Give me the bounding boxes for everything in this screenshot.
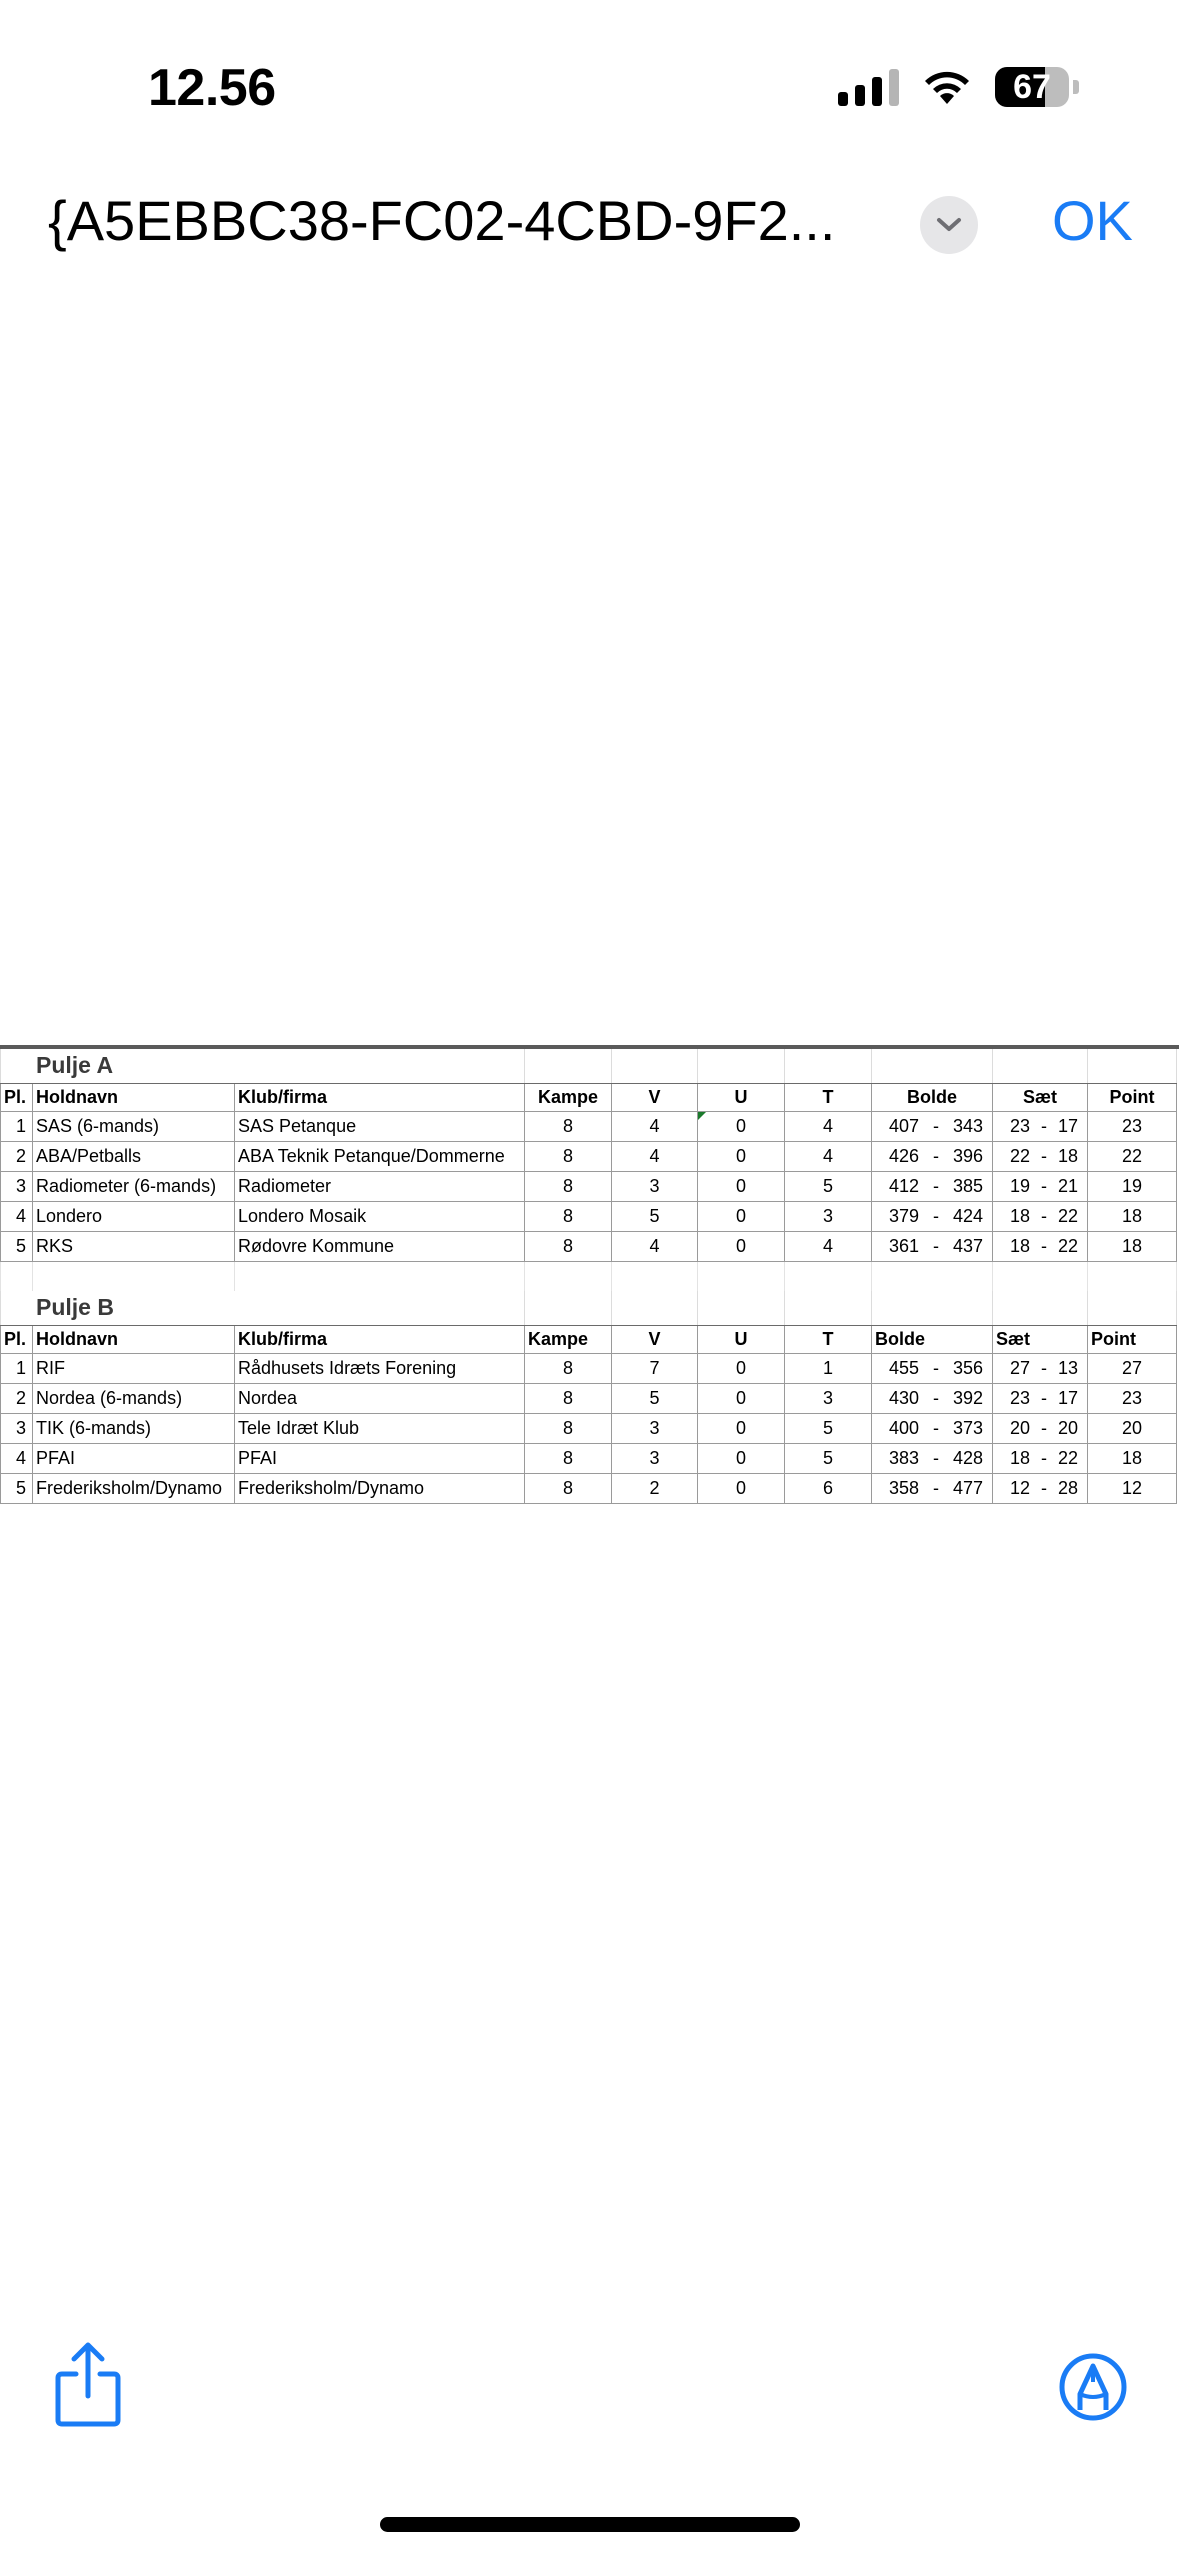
rank-cell[interactable]: 2 — [1, 1383, 33, 1413]
empty-cell[interactable] — [1088, 1049, 1177, 1083]
points-cell[interactable]: 23 — [1088, 1111, 1177, 1141]
score-separator: - — [933, 1477, 939, 1498]
balls-cell[interactable] — [872, 1383, 993, 1413]
empty-cell[interactable] — [1, 1261, 33, 1291]
empty-cell[interactable] — [1088, 1291, 1177, 1325]
wins-cell[interactable]: 3 — [612, 1413, 698, 1443]
score-against: 385 — [952, 1175, 983, 1196]
header-v[interactable]: V — [612, 1325, 698, 1353]
team-name-cell[interactable]: SAS (6-mands) — [33, 1111, 235, 1141]
points-cell[interactable]: 20 — [1088, 1413, 1177, 1443]
status-icons — [838, 64, 1079, 110]
header-u[interactable]: U — [698, 1083, 785, 1111]
wifi-icon — [921, 68, 973, 106]
score-against: 373 — [952, 1417, 983, 1438]
score-for: 358 — [889, 1477, 920, 1498]
balls-score — [875, 1358, 989, 1379]
standings-table — [0, 1049, 1177, 1504]
club-cell[interactable]: Nordea — [235, 1383, 525, 1413]
score-against: 20 — [1057, 1417, 1078, 1438]
battery-level: 67 — [1013, 67, 1051, 106]
score-for: 379 — [889, 1205, 920, 1226]
score-separator: - — [933, 1357, 939, 1378]
balls-score — [875, 1388, 989, 1409]
losses-cell[interactable]: 4 — [785, 1141, 872, 1171]
rank-cell[interactable]: 3 — [1, 1413, 33, 1443]
draws-cell[interactable]: 0 — [698, 1383, 785, 1413]
table-row — [1, 1171, 1177, 1201]
score-separator: - — [933, 1387, 939, 1408]
header-holdnavn[interactable]: Holdnavn — [33, 1083, 235, 1111]
table-row — [1, 1201, 1177, 1231]
table-row — [1, 1413, 1177, 1443]
score-for: 23 — [1010, 1115, 1031, 1136]
sets-score — [996, 1116, 1084, 1137]
score-against: 28 — [1057, 1477, 1078, 1498]
points-cell[interactable]: 19 — [1088, 1171, 1177, 1201]
balls-cell[interactable] — [872, 1231, 993, 1261]
matches-cell[interactable]: 8 — [525, 1111, 612, 1141]
club-cell[interactable]: Frederiksholm/Dynamo — [235, 1473, 525, 1503]
score-against: 392 — [952, 1387, 983, 1408]
score-against: 17 — [1057, 1387, 1078, 1408]
markup-button[interactable] — [1058, 2352, 1128, 2422]
score-for: 361 — [889, 1235, 920, 1256]
balls-score — [875, 1146, 989, 1167]
empty-cell[interactable] — [698, 1291, 785, 1325]
club-cell[interactable]: ABA Teknik Petanque/Dommerne — [235, 1141, 525, 1171]
sets-cell[interactable] — [993, 1353, 1088, 1383]
score-against: 13 — [1057, 1357, 1078, 1378]
pool-title[interactable]: Pulje A — [1, 1049, 525, 1083]
score-against: 22 — [1057, 1447, 1078, 1468]
wins-cell[interactable]: 5 — [612, 1383, 698, 1413]
club-cell[interactable]: PFAI — [235, 1443, 525, 1473]
score-separator: - — [1041, 1115, 1047, 1136]
wins-cell[interactable]: 3 — [612, 1443, 698, 1473]
header-point[interactable]: Point — [1088, 1325, 1177, 1353]
rank-cell[interactable]: 2 — [1, 1141, 33, 1171]
sets-score — [996, 1448, 1084, 1469]
score-separator: - — [933, 1175, 939, 1196]
header-pl[interactable]: Pl. — [1, 1325, 33, 1353]
empty-cell[interactable] — [872, 1261, 993, 1291]
score-against: 22 — [1057, 1235, 1078, 1256]
markup-pen-icon — [1058, 2352, 1128, 2422]
score-against: 343 — [952, 1115, 983, 1136]
losses-cell[interactable]: 6 — [785, 1473, 872, 1503]
battery-cap — [1073, 80, 1079, 94]
header-saet[interactable]: Sæt — [993, 1083, 1088, 1111]
sets-score — [996, 1176, 1084, 1197]
score-separator: - — [1041, 1417, 1047, 1438]
points-cell[interactable]: 12 — [1088, 1473, 1177, 1503]
score-separator: - — [1041, 1145, 1047, 1166]
score-separator: - — [1041, 1235, 1047, 1256]
signal-icon — [838, 68, 899, 106]
draws-cell[interactable]: 0 — [698, 1443, 785, 1473]
balls-score — [875, 1478, 989, 1499]
balls-cell[interactable] — [872, 1413, 993, 1443]
header-t[interactable]: T — [785, 1083, 872, 1111]
losses-cell[interactable]: 4 — [785, 1111, 872, 1141]
team-name-cell[interactable]: Frederiksholm/Dynamo — [33, 1473, 235, 1503]
draws-cell[interactable]: 0 — [698, 1413, 785, 1443]
wins-cell[interactable]: 3 — [612, 1171, 698, 1201]
matches-cell[interactable]: 8 — [525, 1141, 612, 1171]
points-cell[interactable]: 18 — [1088, 1443, 1177, 1473]
team-name-cell[interactable]: RIF — [33, 1353, 235, 1383]
draws-cell[interactable]: 0 — [698, 1201, 785, 1231]
points-cell[interactable]: 22 — [1088, 1141, 1177, 1171]
sets-cell[interactable] — [993, 1473, 1088, 1503]
score-against: 424 — [952, 1205, 983, 1226]
sets-score — [996, 1146, 1084, 1167]
score-separator: - — [1041, 1447, 1047, 1468]
header-bolde[interactable]: Bolde — [872, 1325, 993, 1353]
document-title: {A5EBBC38-FC02-4CBD-9F2... — [48, 189, 836, 252]
balls-cell[interactable] — [872, 1141, 993, 1171]
matches-cell[interactable]: 8 — [525, 1443, 612, 1473]
rank-cell[interactable]: 4 — [1, 1443, 33, 1473]
score-for: 12 — [1010, 1477, 1031, 1498]
table-row — [1, 1141, 1177, 1171]
empty-cell[interactable] — [872, 1291, 993, 1325]
wins-cell[interactable]: 2 — [612, 1473, 698, 1503]
draws-cell[interactable]: 0 — [698, 1353, 785, 1383]
balls-cell[interactable] — [872, 1201, 993, 1231]
sets-cell[interactable] — [993, 1141, 1088, 1171]
balls-cell[interactable] — [872, 1443, 993, 1473]
header-kampe[interactable]: Kampe — [525, 1083, 612, 1111]
balls-cell[interactable] — [872, 1353, 993, 1383]
header-row — [1, 1325, 1177, 1353]
wins-cell[interactable]: 4 — [612, 1141, 698, 1171]
matches-cell[interactable]: 8 — [525, 1473, 612, 1503]
balls-score — [875, 1418, 989, 1439]
sets-score — [996, 1358, 1084, 1379]
score-separator: - — [933, 1235, 939, 1256]
score-separator: - — [933, 1115, 939, 1136]
header-bolde[interactable]: Bolde — [872, 1083, 993, 1111]
table-row — [1, 1473, 1177, 1503]
score-for: 22 — [1010, 1145, 1031, 1166]
matches-cell[interactable]: 8 — [525, 1383, 612, 1413]
empty-cell[interactable] — [785, 1291, 872, 1325]
header-holdnavn[interactable]: Holdnavn — [33, 1325, 235, 1353]
losses-cell[interactable]: 3 — [785, 1201, 872, 1231]
score-separator: - — [1041, 1357, 1047, 1378]
table-row — [1, 1231, 1177, 1261]
wins-cell[interactable]: 5 — [612, 1201, 698, 1231]
losses-cell[interactable]: 1 — [785, 1353, 872, 1383]
table-row — [1, 1353, 1177, 1383]
team-name-cell[interactable]: Radiometer (6-mands) — [33, 1171, 235, 1201]
spacer-row — [1, 1261, 1177, 1291]
rank-cell[interactable]: 3 — [1, 1171, 33, 1201]
team-name-cell[interactable]: PFAI — [33, 1443, 235, 1473]
club-cell[interactable]: Tele Idræt Klub — [235, 1413, 525, 1443]
sets-cell[interactable] — [993, 1443, 1088, 1473]
points-cell[interactable]: 27 — [1088, 1353, 1177, 1383]
rank-cell[interactable]: 1 — [1, 1111, 33, 1141]
empty-cell[interactable] — [698, 1261, 785, 1291]
team-name-cell[interactable]: Londero — [33, 1201, 235, 1231]
balls-cell[interactable] — [872, 1171, 993, 1201]
score-for: 23 — [1010, 1387, 1031, 1408]
battery-icon — [995, 67, 1069, 107]
score-against: 437 — [952, 1235, 983, 1256]
table-row — [1, 1383, 1177, 1413]
rank-cell[interactable]: 1 — [1, 1353, 33, 1383]
balls-score — [875, 1236, 989, 1257]
balls-score — [875, 1206, 989, 1227]
header-klub[interactable]: Klub/firma — [235, 1083, 525, 1111]
share-icon — [52, 2340, 124, 2430]
header-pl[interactable]: Pl. — [1, 1083, 33, 1111]
header-klub[interactable]: Klub/firma — [235, 1325, 525, 1353]
score-for: 407 — [889, 1115, 920, 1136]
wins-cell[interactable]: 4 — [612, 1111, 698, 1141]
header-point[interactable]: Point — [1088, 1083, 1177, 1111]
score-separator: - — [1041, 1477, 1047, 1498]
empty-cell[interactable] — [612, 1049, 698, 1083]
empty-cell[interactable] — [785, 1049, 872, 1083]
empty-cell[interactable] — [872, 1049, 993, 1083]
title-menu-button[interactable] — [920, 196, 978, 254]
team-name-cell[interactable]: TIK (6-mands) — [33, 1413, 235, 1443]
score-against: 356 — [952, 1357, 983, 1378]
score-separator: - — [933, 1205, 939, 1226]
score-for: 18 — [1010, 1205, 1031, 1226]
sets-cell[interactable] — [993, 1171, 1088, 1201]
matches-cell[interactable]: 8 — [525, 1231, 612, 1261]
rank-cell[interactable]: 5 — [1, 1473, 33, 1503]
score-for: 412 — [889, 1175, 920, 1196]
header-t[interactable]: T — [785, 1325, 872, 1353]
score-separator: - — [1041, 1175, 1047, 1196]
score-for: 18 — [1010, 1447, 1031, 1468]
pool-title-row — [1, 1049, 1177, 1083]
header-v[interactable]: V — [612, 1083, 698, 1111]
empty-cell[interactable] — [525, 1261, 612, 1291]
empty-cell[interactable] — [33, 1261, 235, 1291]
losses-cell[interactable]: 3 — [785, 1383, 872, 1413]
rank-cell[interactable]: 4 — [1, 1201, 33, 1231]
draws-cell[interactable]: 0 — [698, 1473, 785, 1503]
empty-cell[interactable] — [993, 1261, 1088, 1291]
points-cell[interactable]: 23 — [1088, 1383, 1177, 1413]
sets-score — [996, 1478, 1084, 1499]
score-against: 477 — [952, 1477, 983, 1498]
home-indicator — [380, 2517, 800, 2532]
club-cell[interactable]: Londero Mosaik — [235, 1201, 525, 1231]
sets-cell[interactable] — [993, 1111, 1088, 1141]
wins-cell[interactable]: 4 — [612, 1231, 698, 1261]
score-separator: - — [1041, 1387, 1047, 1408]
score-separator: - — [933, 1447, 939, 1468]
empty-cell[interactable] — [993, 1291, 1088, 1325]
team-name-cell[interactable]: Nordea (6-mands) — [33, 1383, 235, 1413]
empty-cell[interactable] — [698, 1049, 785, 1083]
balls-cell[interactable] — [872, 1473, 993, 1503]
empty-cell[interactable] — [612, 1261, 698, 1291]
empty-cell[interactable] — [993, 1049, 1088, 1083]
score-for: 383 — [889, 1447, 920, 1468]
score-for: 18 — [1010, 1235, 1031, 1256]
points-cell[interactable]: 18 — [1088, 1231, 1177, 1261]
club-cell[interactable]: SAS Petanque — [235, 1111, 525, 1141]
header-u[interactable]: U — [698, 1325, 785, 1353]
header-row — [1, 1083, 1177, 1111]
score-for: 455 — [889, 1357, 920, 1378]
pool-title[interactable]: Pulje B — [1, 1291, 525, 1325]
score-separator: - — [1041, 1205, 1047, 1226]
spreadsheet — [0, 1045, 1179, 1504]
sets-score — [996, 1388, 1084, 1409]
balls-score — [875, 1448, 989, 1469]
draws-cell[interactable]: 0 — [698, 1171, 785, 1201]
pool-title-row — [1, 1291, 1177, 1325]
empty-cell[interactable] — [1088, 1261, 1177, 1291]
sets-score — [996, 1206, 1084, 1227]
score-for: 430 — [889, 1387, 920, 1408]
sets-score — [996, 1236, 1084, 1257]
score-for: 27 — [1010, 1357, 1031, 1378]
club-cell[interactable]: Rådhusets Idræts Forening — [235, 1353, 525, 1383]
ok-button[interactable]: OK — [1052, 189, 1133, 252]
score-for: 426 — [889, 1145, 920, 1166]
chevron-down-icon — [935, 216, 963, 234]
matches-cell[interactable]: 8 — [525, 1171, 612, 1201]
score-against: 22 — [1057, 1205, 1078, 1226]
points-cell[interactable]: 18 — [1088, 1201, 1177, 1231]
score-for: 19 — [1010, 1175, 1031, 1196]
score-separator: - — [933, 1145, 939, 1166]
status-time: 12.56 — [148, 59, 276, 117]
losses-cell[interactable]: 5 — [785, 1171, 872, 1201]
score-separator: - — [933, 1417, 939, 1438]
balls-score — [875, 1116, 989, 1137]
draws-cell[interactable]: 0 — [698, 1111, 785, 1141]
share-button[interactable] — [52, 2340, 124, 2430]
team-name-cell[interactable]: ABA/Petballs — [33, 1141, 235, 1171]
club-cell[interactable]: Radiometer — [235, 1171, 525, 1201]
sets-cell[interactable] — [993, 1383, 1088, 1413]
empty-cell[interactable] — [785, 1261, 872, 1291]
wins-cell[interactable]: 7 — [612, 1353, 698, 1383]
draws-cell[interactable]: 0 — [698, 1231, 785, 1261]
losses-cell[interactable]: 5 — [785, 1413, 872, 1443]
losses-cell[interactable]: 4 — [785, 1231, 872, 1261]
losses-cell[interactable]: 5 — [785, 1443, 872, 1473]
score-against: 396 — [952, 1145, 983, 1166]
sets-cell[interactable] — [993, 1413, 1088, 1443]
matches-cell[interactable]: 8 — [525, 1353, 612, 1383]
matches-cell[interactable]: 8 — [525, 1413, 612, 1443]
score-for: 400 — [889, 1417, 920, 1438]
table-row — [1, 1111, 1177, 1141]
header-kampe[interactable]: Kampe — [525, 1325, 612, 1353]
draws-cell[interactable]: 0 — [698, 1141, 785, 1171]
balls-score — [875, 1176, 989, 1197]
balls-cell[interactable] — [872, 1111, 993, 1141]
score-against: 428 — [952, 1447, 983, 1468]
empty-cell[interactable] — [525, 1291, 612, 1325]
team-name-cell[interactable]: RKS — [33, 1231, 235, 1261]
score-for: 20 — [1010, 1417, 1031, 1438]
club-cell[interactable]: Rødovre Kommune — [235, 1231, 525, 1261]
empty-cell[interactable] — [235, 1261, 525, 1291]
score-against: 21 — [1057, 1175, 1078, 1196]
score-against: 18 — [1057, 1145, 1078, 1166]
empty-cell[interactable] — [525, 1049, 612, 1083]
rank-cell[interactable]: 5 — [1, 1231, 33, 1261]
sets-score — [996, 1418, 1084, 1439]
matches-cell[interactable]: 8 — [525, 1201, 612, 1231]
table-row — [1, 1443, 1177, 1473]
sets-cell[interactable] — [993, 1201, 1088, 1231]
header-saet[interactable]: Sæt — [993, 1325, 1088, 1353]
score-against: 17 — [1057, 1115, 1078, 1136]
sets-cell[interactable] — [993, 1231, 1088, 1261]
empty-cell[interactable] — [612, 1291, 698, 1325]
